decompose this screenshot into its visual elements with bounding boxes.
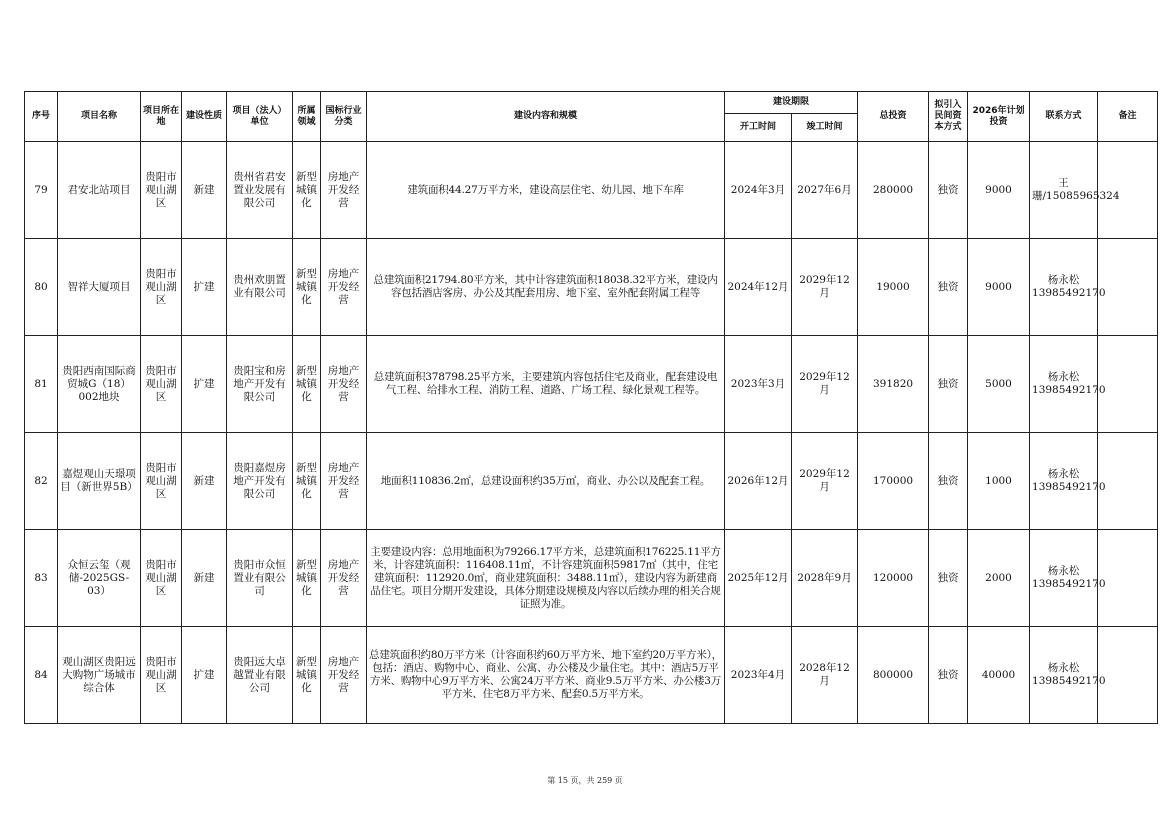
cell-domain: 新型城镇化	[293, 433, 321, 530]
cell-private-capital: 独资	[929, 336, 968, 433]
cell-seq: 84	[25, 627, 58, 724]
cell-content: 总建筑面积378798.25平方米，主要建筑内容包括住宅及商业，配套建设电气工程、给排水工程、消防工程、道路、广场工程、绿化景观工程等。	[367, 336, 725, 433]
cell-content: 总建筑面积约80万平方米（计容面积约60万平方米、地下室约20万平方米），包括：酒店、购物中心、商业、公寓、办公楼及少量住宅。其中：酒店5万平方米、购物中心9万平方米、公寓24万平方米、商业9.5万平方米、办公楼3万平方米、住宅8万平方米、配套0.5万平方米。	[367, 627, 725, 724]
header-content: 建设内容和规模	[367, 92, 725, 142]
cell-remark	[1098, 627, 1158, 724]
cell-nature: 扩建	[182, 336, 227, 433]
cell-location: 贵阳市观山湖区	[141, 530, 182, 627]
cell-unit: 贵阳远大卓越置业有限公司	[227, 627, 293, 724]
cell-contact: 王珊/15085965324	[1030, 142, 1098, 239]
cell-private-capital: 独资	[929, 627, 968, 724]
page-footer: 第 15 页，共 259 页	[547, 776, 623, 785]
cell-end: 2027年6月	[792, 142, 858, 239]
cell-remark	[1098, 530, 1158, 627]
cell-start: 2026年12月	[725, 433, 792, 530]
header-investment: 总投资	[858, 92, 929, 142]
cell-start: 2023年4月	[725, 627, 792, 724]
cell-seq: 80	[25, 239, 58, 336]
cell-domain: 新型城镇化	[293, 627, 321, 724]
table-row	[25, 336, 1158, 433]
cell-investment: 800000	[858, 627, 929, 724]
cell-private-capital: 独资	[929, 433, 968, 530]
header-domain: 所属领域	[293, 92, 321, 142]
cell-investment: 170000	[858, 433, 929, 530]
cell-contact: 杨永松13985492170	[1030, 239, 1098, 336]
header-industry: 国标行业分类	[321, 92, 367, 142]
cell-seq: 83	[25, 530, 58, 627]
cell-end: 2029年12月	[792, 336, 858, 433]
cell-location: 贵阳市观山湖区	[141, 627, 182, 724]
cell-start: 2025年12月	[725, 530, 792, 627]
cell-start: 2024年12月	[725, 239, 792, 336]
table-row	[25, 142, 1158, 239]
cell-start: 2023年3月	[725, 336, 792, 433]
cell-unit: 贵阳宝和房地产开发有限公司	[227, 336, 293, 433]
cell-remark	[1098, 239, 1158, 336]
cell-seq: 82	[25, 433, 58, 530]
cell-unit: 贵州欢朋置业有限公司	[227, 239, 293, 336]
cell-plan-2026: 5000	[968, 336, 1030, 433]
cell-plan-2026: 9000	[968, 239, 1030, 336]
cell-name: 观山湖区贵阳远大购物广场城市综合体	[58, 627, 141, 724]
cell-investment: 280000	[858, 142, 929, 239]
cell-domain: 新型城镇化	[293, 239, 321, 336]
table-row	[25, 433, 1158, 530]
cell-domain: 新型城镇化	[293, 530, 321, 627]
cell-industry: 房地产开发经营	[321, 627, 367, 724]
cell-domain: 新型城镇化	[293, 142, 321, 239]
cell-contact: 杨永松13985492170	[1030, 530, 1098, 627]
cell-name: 智祥大厦项目	[58, 239, 141, 336]
cell-remark	[1098, 336, 1158, 433]
header-nature: 建设性质	[182, 92, 227, 142]
cell-private-capital: 独资	[929, 530, 968, 627]
cell-location: 贵阳市观山湖区	[141, 239, 182, 336]
cell-seq: 79	[25, 142, 58, 239]
cell-end: 2028年9月	[792, 530, 858, 627]
cell-plan-2026: 9000	[968, 142, 1030, 239]
cell-industry: 房地产开发经营	[321, 336, 367, 433]
cell-content: 主要建设内容：总用地面积为79266.17平方米，总建筑面积176225.11平方米，计容建筑面积：116408.11㎡，不计容建筑面积59817㎡（其中，住宅建筑面积：112920.0㎡，商业建筑面积：3488.11㎡），建设内容为新建商品住宅。项目分期开发建设，具体分期建设规模及内容以后续办理的相关合规证照为准。	[367, 530, 725, 627]
cell-investment: 391820	[858, 336, 929, 433]
cell-private-capital: 独资	[929, 239, 968, 336]
header-period: 建设期限	[725, 92, 858, 114]
cell-unit: 贵阳市众恒置业有限公司	[227, 530, 293, 627]
header-remark: 备注	[1098, 92, 1158, 142]
cell-nature: 扩建	[182, 627, 227, 724]
cell-nature: 新建	[182, 142, 227, 239]
header-private-capital: 拟引入民间资本方式	[929, 92, 968, 142]
cell-investment: 19000	[858, 239, 929, 336]
header-unit: 项目（法人）单位	[227, 92, 293, 142]
cell-location: 贵阳市观山湖区	[141, 142, 182, 239]
cell-seq: 81	[25, 336, 58, 433]
header-plan-2026: 2026年计划投资	[968, 92, 1030, 142]
cell-location: 贵阳市观山湖区	[141, 433, 182, 530]
header-seq: 序号	[25, 92, 58, 142]
cell-plan-2026: 2000	[968, 530, 1030, 627]
cell-unit: 贵阳嘉煜房地产开发有限公司	[227, 433, 293, 530]
cell-end: 2029年12月	[792, 433, 858, 530]
cell-plan-2026: 40000	[968, 627, 1030, 724]
cell-nature: 扩建	[182, 239, 227, 336]
cell-unit: 贵州省君安置业发展有限公司	[227, 142, 293, 239]
cell-content: 地面积110836.2㎡，总建设面积约35万㎡，商业、办公以及配套工程。	[367, 433, 725, 530]
header-contact: 联系方式	[1030, 92, 1098, 142]
cell-start: 2024年3月	[725, 142, 792, 239]
cell-nature: 新建	[182, 433, 227, 530]
header-end: 竣工时间	[792, 114, 858, 142]
cell-industry: 房地产开发经营	[321, 142, 367, 239]
cell-nature: 新建	[182, 530, 227, 627]
cell-content: 建筑面积44.27万平方米，建设高层住宅、幼儿园、地下车库	[367, 142, 725, 239]
table-row	[25, 239, 1158, 336]
cell-name: 众恒云玺（观储-2025GS-03）	[58, 530, 141, 627]
header-location: 项目所在地	[141, 92, 182, 142]
cell-industry: 房地产开发经营	[321, 239, 367, 336]
cell-contact: 杨永松13985492170	[1030, 336, 1098, 433]
header-start: 开工时间	[725, 114, 792, 142]
cell-investment: 120000	[858, 530, 929, 627]
cell-end: 2028年12月	[792, 627, 858, 724]
cell-name: 君安北站项目	[58, 142, 141, 239]
cell-name: 嘉煜观山天璟项目（新世界5B）	[58, 433, 141, 530]
cell-location: 贵阳市观山湖区	[141, 336, 182, 433]
cell-industry: 房地产开发经营	[321, 530, 367, 627]
header-name: 项目名称	[58, 92, 141, 142]
cell-industry: 房地产开发经营	[321, 433, 367, 530]
cell-private-capital: 独资	[929, 142, 968, 239]
project-table	[24, 91, 1158, 724]
cell-contact: 杨永松13985492170	[1030, 433, 1098, 530]
cell-contact: 杨永松13985492170	[1030, 627, 1098, 724]
table-row	[25, 627, 1158, 724]
cell-plan-2026: 1000	[968, 433, 1030, 530]
cell-end: 2029年12月	[792, 239, 858, 336]
cell-domain: 新型城镇化	[293, 336, 321, 433]
cell-remark	[1098, 433, 1158, 530]
table-row	[25, 530, 1158, 627]
cell-name: 贵阳西南国际商贸城G（18）002地块	[58, 336, 141, 433]
cell-content: 总建筑面积21794.80平方米，其中计容建筑面积18038.32平方米，建设内容包括酒店客房、办公及其配套用房、地下室、室外配套附属工程等	[367, 239, 725, 336]
